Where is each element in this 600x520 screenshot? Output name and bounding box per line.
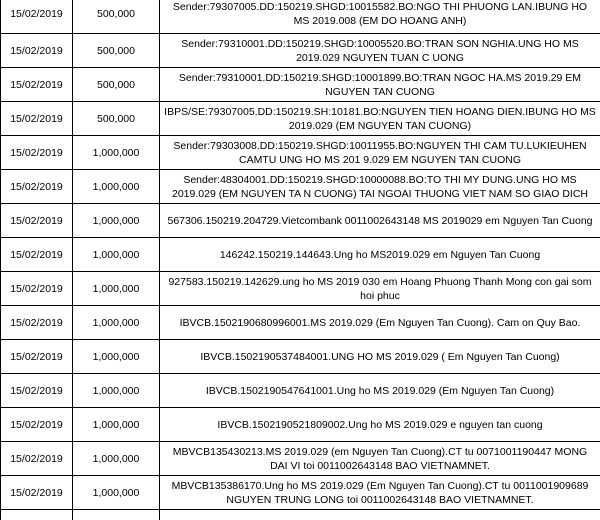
description-cell: IBVCB.1502190547641001.Ung ho MS 2019.029 (Em Nguyen Tan Cuong) bbox=[160, 374, 600, 408]
date-cell: 15/02/2019 bbox=[1, 34, 73, 68]
table-row bbox=[1, 238, 600, 272]
amount-cell: 500,000 bbox=[73, 34, 160, 68]
date-cell: 15/02/2019 bbox=[1, 306, 73, 340]
date-cell: 15/02/2019 bbox=[1, 0, 73, 34]
date-cell: 15/02/2019 bbox=[1, 102, 73, 136]
description-cell: IBVCB.1502190680996001.MS 2019.029 (Em Nguyen Tan Cuong). Cam on Quy Bao. bbox=[160, 306, 600, 340]
date-cell: 15/02/2019 bbox=[1, 272, 73, 306]
table-row bbox=[1, 0, 600, 34]
description-cell: Sender:79303008.DD:150219.SHGD:10011955.BO:NGUYEN THI CAM TU.LUKIEUHEN CAMTU UNG HO MS 201 9.029 EM NGUYEN TAN CUONG bbox=[160, 136, 600, 170]
description-cell: 567306.150219.204729.Vietcombank 0011002643148 MS 2019029 em Nguyen Tan Cuong bbox=[160, 204, 600, 238]
amount-cell: 1,000,000 bbox=[73, 442, 160, 476]
amount-cell: 1,000,000 bbox=[73, 408, 160, 442]
description-cell: Sender:79310001.DD:150219.SHGD:10001899.BO:TRAN NGOC HA.MS 2019.29 EM NGUYEN TAN CUONG bbox=[160, 68, 600, 102]
amount-cell: 1,000,000 bbox=[73, 340, 160, 374]
description-cell: IBPS/SE:79307005.DD:150219.SH:10181.BO:NGUYEN TIEN HOANG DIEN.IBUNG HO MS 2019.029 (EM NGUYEN TAN CUONG) bbox=[160, 102, 600, 136]
amount-cell: 1,000,000 bbox=[73, 272, 160, 306]
transactions-table-body bbox=[1, 0, 600, 520]
amount-cell: 1,000,000 bbox=[73, 306, 160, 340]
table-row bbox=[1, 102, 600, 136]
amount-cell: 1,000,000 bbox=[73, 374, 160, 408]
description-cell: IBVCB.1502190537484001.UNG HO MS 2019.029 ( Em Nguyen Tan Cuong) bbox=[160, 340, 600, 374]
description-cell: Sender:79307005.DD:150219.SHGD:10015582.BO:NGO THI PHUONG LAN.IBUNG HO MS 2019.008 (EM DO HOANG ANH) bbox=[160, 0, 600, 34]
amount-cell: 1,000,000 bbox=[73, 204, 160, 238]
date-cell: 15/02/2019 bbox=[1, 340, 73, 374]
description-cell: Sender:79310001.DD:150219.SHGD:10005520.BO:TRAN SON NGHIA.UNG HO MS 2019.029 NGUYEN TUAN C UONG bbox=[160, 34, 600, 68]
date-cell: 15/02/2019 bbox=[1, 204, 73, 238]
table-row bbox=[1, 34, 600, 68]
amount-cell bbox=[73, 510, 160, 520]
table-row bbox=[1, 68, 600, 102]
date-cell bbox=[1, 510, 73, 520]
amount-cell: 1,000,000 bbox=[73, 136, 160, 170]
amount-cell: 500,000 bbox=[73, 0, 160, 34]
description-cell: MBVCB135430213.MS 2019.029 (em Nguyen Tan Cuong).CT tu 0071001190447 MONG DAI VI toi 0011002643148 BAO VIETNAMNET. bbox=[160, 442, 600, 476]
amount-cell: 500,000 bbox=[73, 102, 160, 136]
amount-cell: 1,000,000 bbox=[73, 170, 160, 204]
table-row bbox=[1, 408, 600, 442]
date-cell: 15/02/2019 bbox=[1, 68, 73, 102]
description-cell: IBVCB.1502190521809002.Ung ho MS 2019.029 e nguyen tan cuong bbox=[160, 408, 600, 442]
table-row bbox=[1, 204, 600, 238]
date-cell: 15/02/2019 bbox=[1, 442, 73, 476]
date-cell: 15/02/2019 bbox=[1, 136, 73, 170]
date-cell: 15/02/2019 bbox=[1, 238, 73, 272]
table-row bbox=[1, 476, 600, 510]
table-row bbox=[1, 306, 600, 340]
description-cell: Sender:48304001.DD:150219.SHGD:10000088.BO:TO THI MY DUNG.UNG HO MS 2019.029 (EM NGUYEN TA N CUONG) TAI NGOAI THUONG VIET NAM SO GIAO DICH bbox=[160, 170, 600, 204]
table-row bbox=[1, 136, 600, 170]
description-cell: MBVCB135386170.Ung ho MS 2019.029 (Em Nguyen Tan Cuong).CT tu 0011001909689 NGUYEN TRUNG LONG toi 0011002643148 BAO VIETNAMNET. bbox=[160, 476, 600, 510]
table-row bbox=[1, 272, 600, 306]
table-row bbox=[1, 374, 600, 408]
date-cell: 15/02/2019 bbox=[1, 170, 73, 204]
amount-cell: 1,000,000 bbox=[73, 476, 160, 510]
table-row bbox=[1, 510, 600, 520]
table-row bbox=[1, 170, 600, 204]
amount-cell: 1,000,000 bbox=[73, 238, 160, 272]
date-cell: 15/02/2019 bbox=[1, 408, 73, 442]
date-cell: 15/02/2019 bbox=[1, 476, 73, 510]
table-row bbox=[1, 340, 600, 374]
description-cell: 146242.150219.144643.Ung ho MS2019.029 em Nguyen Tan Cuong bbox=[160, 238, 600, 272]
amount-cell: 500,000 bbox=[73, 68, 160, 102]
table-row bbox=[1, 442, 600, 476]
date-cell: 15/02/2019 bbox=[1, 374, 73, 408]
description-cell: 927583.150219.142629.ung ho MS 2019 030 em Hoang Phuong Thanh Mong con gai som hoi phuc bbox=[160, 272, 600, 306]
description-cell bbox=[160, 510, 600, 520]
